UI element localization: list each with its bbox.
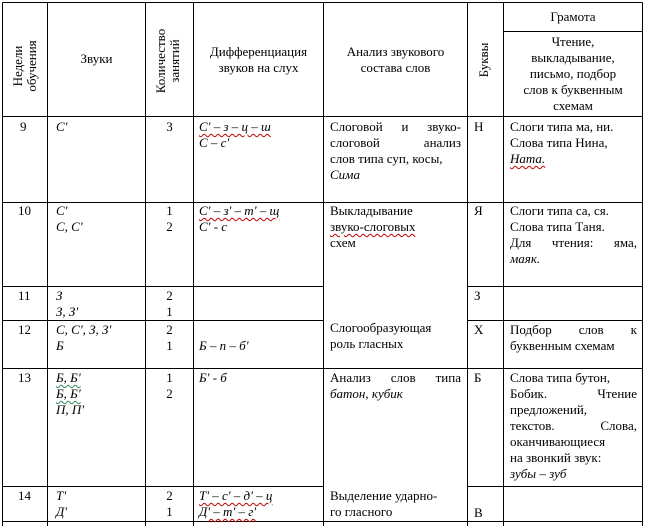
row14-diff-line1: Т' – с' – д' – ц [199,488,273,503]
row9-analysis-line3: слов типа суп, косы, [330,151,443,166]
row9-literacy [510,119,637,167]
row10-sounds-line1: С' [56,203,68,218]
row10-lessons [146,203,193,235]
row11-lessons [146,288,193,320]
row9-letter: Н [474,119,484,134]
row11-sounds-line1: З [56,288,63,303]
row9-literacy-line3: Ната. [510,151,546,166]
row9-analysis-line1: Слоговой и звуко- [330,119,461,134]
header-analysis-line2: состава слов [360,60,431,75]
row9-sounds: С' [56,119,68,134]
header-weeks-line1: Недели [10,45,25,87]
row14-diff [199,488,321,520]
row12-sounds [56,322,111,354]
row11-sounds-line2: З, З' [56,304,79,319]
row11-lessons-line1: 2 [166,288,173,303]
header-analysis-line1: Анализ звукового [346,44,445,59]
row12-literacy-line1: Подбор слов к [510,322,637,337]
row9-lessons: 3 [166,119,173,134]
row14-week: 14 [18,488,31,503]
row10-diff-line1: С' – з' – т' – щ [199,203,280,218]
header-weeks [11,29,39,103]
row13-literacy-line1: Слова типа бутон, [510,370,611,385]
row12-lessons-line1: 2 [166,322,173,337]
row12-literacy-line2: буквенным схемам [510,338,615,353]
row10-analysis-line3: схем [330,235,356,250]
row13-literacy-line3: предложений, [510,402,588,417]
row14-sounds [56,488,67,520]
row12-diff: Б – п – б' [199,338,249,353]
row10-diff [199,203,321,235]
literacy-sub-line2: выкладывание, [531,50,615,65]
row12-sounds-line2: Б [56,338,64,353]
literacy-sub-line5: схемам [553,98,593,113]
row9-analysis [330,119,461,183]
row13-literacy-line2: Бобик. Чтение [510,386,637,401]
row12-literacy [510,322,637,354]
row9-analysis-line2: слоговой анализ [330,135,461,150]
row9-diff-line2: С – с' [199,135,230,150]
literacy-sub-line1: Чтение, [551,34,595,49]
row10-lessons-line1: 1 [166,203,173,218]
row10-literacy-line2: Слова типа Таня. [510,219,605,234]
row14-lessons-line1: 2 [166,488,173,503]
row13-sounds-line1: Б, Б' [56,370,81,385]
header-letters: Буквы [476,42,491,78]
row14-lessons [146,488,193,520]
row12-lessons-line2: 1 [166,338,173,353]
row11-lessons-line2: 1 [166,304,173,319]
row14-analysis [330,488,461,520]
row13-analysis-line1: Анализ слов типа [330,370,461,385]
row13-sounds-line2: Б, Б' [56,386,81,401]
row9-week: 9 [20,119,27,134]
row13-sounds-line3: П, П' [56,402,85,417]
row10-literacy [510,203,637,267]
header-literacy-sub [504,34,642,114]
header-sounds: Звуки [80,51,113,66]
row14-sounds-line1: Т' [56,488,67,503]
row10-lessons-line2: 2 [166,219,173,234]
row13-lessons-line1: 1 [166,370,173,385]
row12-analysis [330,320,461,352]
row13-sounds [56,370,84,418]
row14-letter: В [474,505,483,520]
row9-literacy-line2: Слова типа Нина, [510,135,608,150]
row13-literacy [510,370,637,482]
row14-analysis-line1: Выделение ударно- [330,488,438,503]
row9-diff [199,119,321,151]
literacy-sub-line3: письмо, подбор [529,66,617,81]
row9-literacy-line1: Слоги типа ма, ни. [510,119,614,134]
header-analysis [324,44,467,76]
row13-literacy-line7: зубы – зуб [510,466,567,481]
row14-diff-line2: Д' – т' – г' [199,504,257,519]
row12-letter: Х [474,322,484,337]
row13-week: 13 [18,370,31,385]
row9-analysis-line4: Сима [330,167,360,182]
row13-lessons-line2: 2 [166,386,173,401]
row13-lessons [146,370,193,402]
row10-literacy-line4: маяк. [510,251,541,266]
row11-letter: З [474,288,481,303]
header-diff [194,44,323,76]
literacy-sub-line4: слов к буквенным [523,82,623,97]
row14-analysis-line2: го гласного [330,504,393,519]
row10-analysis [330,203,461,251]
row10-literacy-line3: Для чтения: яма, [510,235,637,250]
row13-literacy-line4: текстов. Слова, [510,418,637,433]
row13-literacy-line5: оканчивающиеся [510,434,606,449]
row10-week: 10 [18,203,31,218]
row10-letter: Я [474,203,483,218]
header-weeks-line2: обучения [24,40,39,92]
row13-analysis-line2: батон, кубик [330,386,403,401]
header-lessons-line2: занятий [167,39,182,83]
row11-week: 11 [18,288,31,303]
row12-lessons [146,322,193,354]
row10-sounds-line2: С, С' [56,219,83,234]
row10-analysis-line1: Выкладывание [330,203,413,218]
row12-sounds-line1: С, С', З, З' [56,322,112,337]
row12-analysis-line2: роль гласных [330,336,404,351]
row12-analysis-line1: Слогообразующая [330,320,432,335]
row10-analysis-line2: звуко-слоговых [330,219,416,234]
row12-week: 12 [18,322,31,337]
row9-diff-line1: С' – з – ц – ш [199,119,271,134]
row10-literacy-line1: Слоги типа са, ся. [510,203,610,218]
header-diff-line2: звуков на слух [218,60,299,75]
row11-sounds [56,288,78,320]
row13-literacy-line6: на звонкий звук: [510,450,602,465]
row13-letter: Б [474,370,482,385]
header-lessons [154,25,184,97]
row13-diff: Б' - б [199,370,227,385]
row13-analysis [330,370,461,402]
row10-sounds [56,203,83,235]
row14-lessons-line2: 1 [166,504,173,519]
row14-sounds-line2: Д' [56,504,68,519]
row10-diff-line2: С' - с [199,219,228,234]
header-diff-line1: Дифференциация [209,44,308,59]
header-literacy: Грамота [550,9,596,24]
header-lessons-line1: Количество [153,28,168,94]
